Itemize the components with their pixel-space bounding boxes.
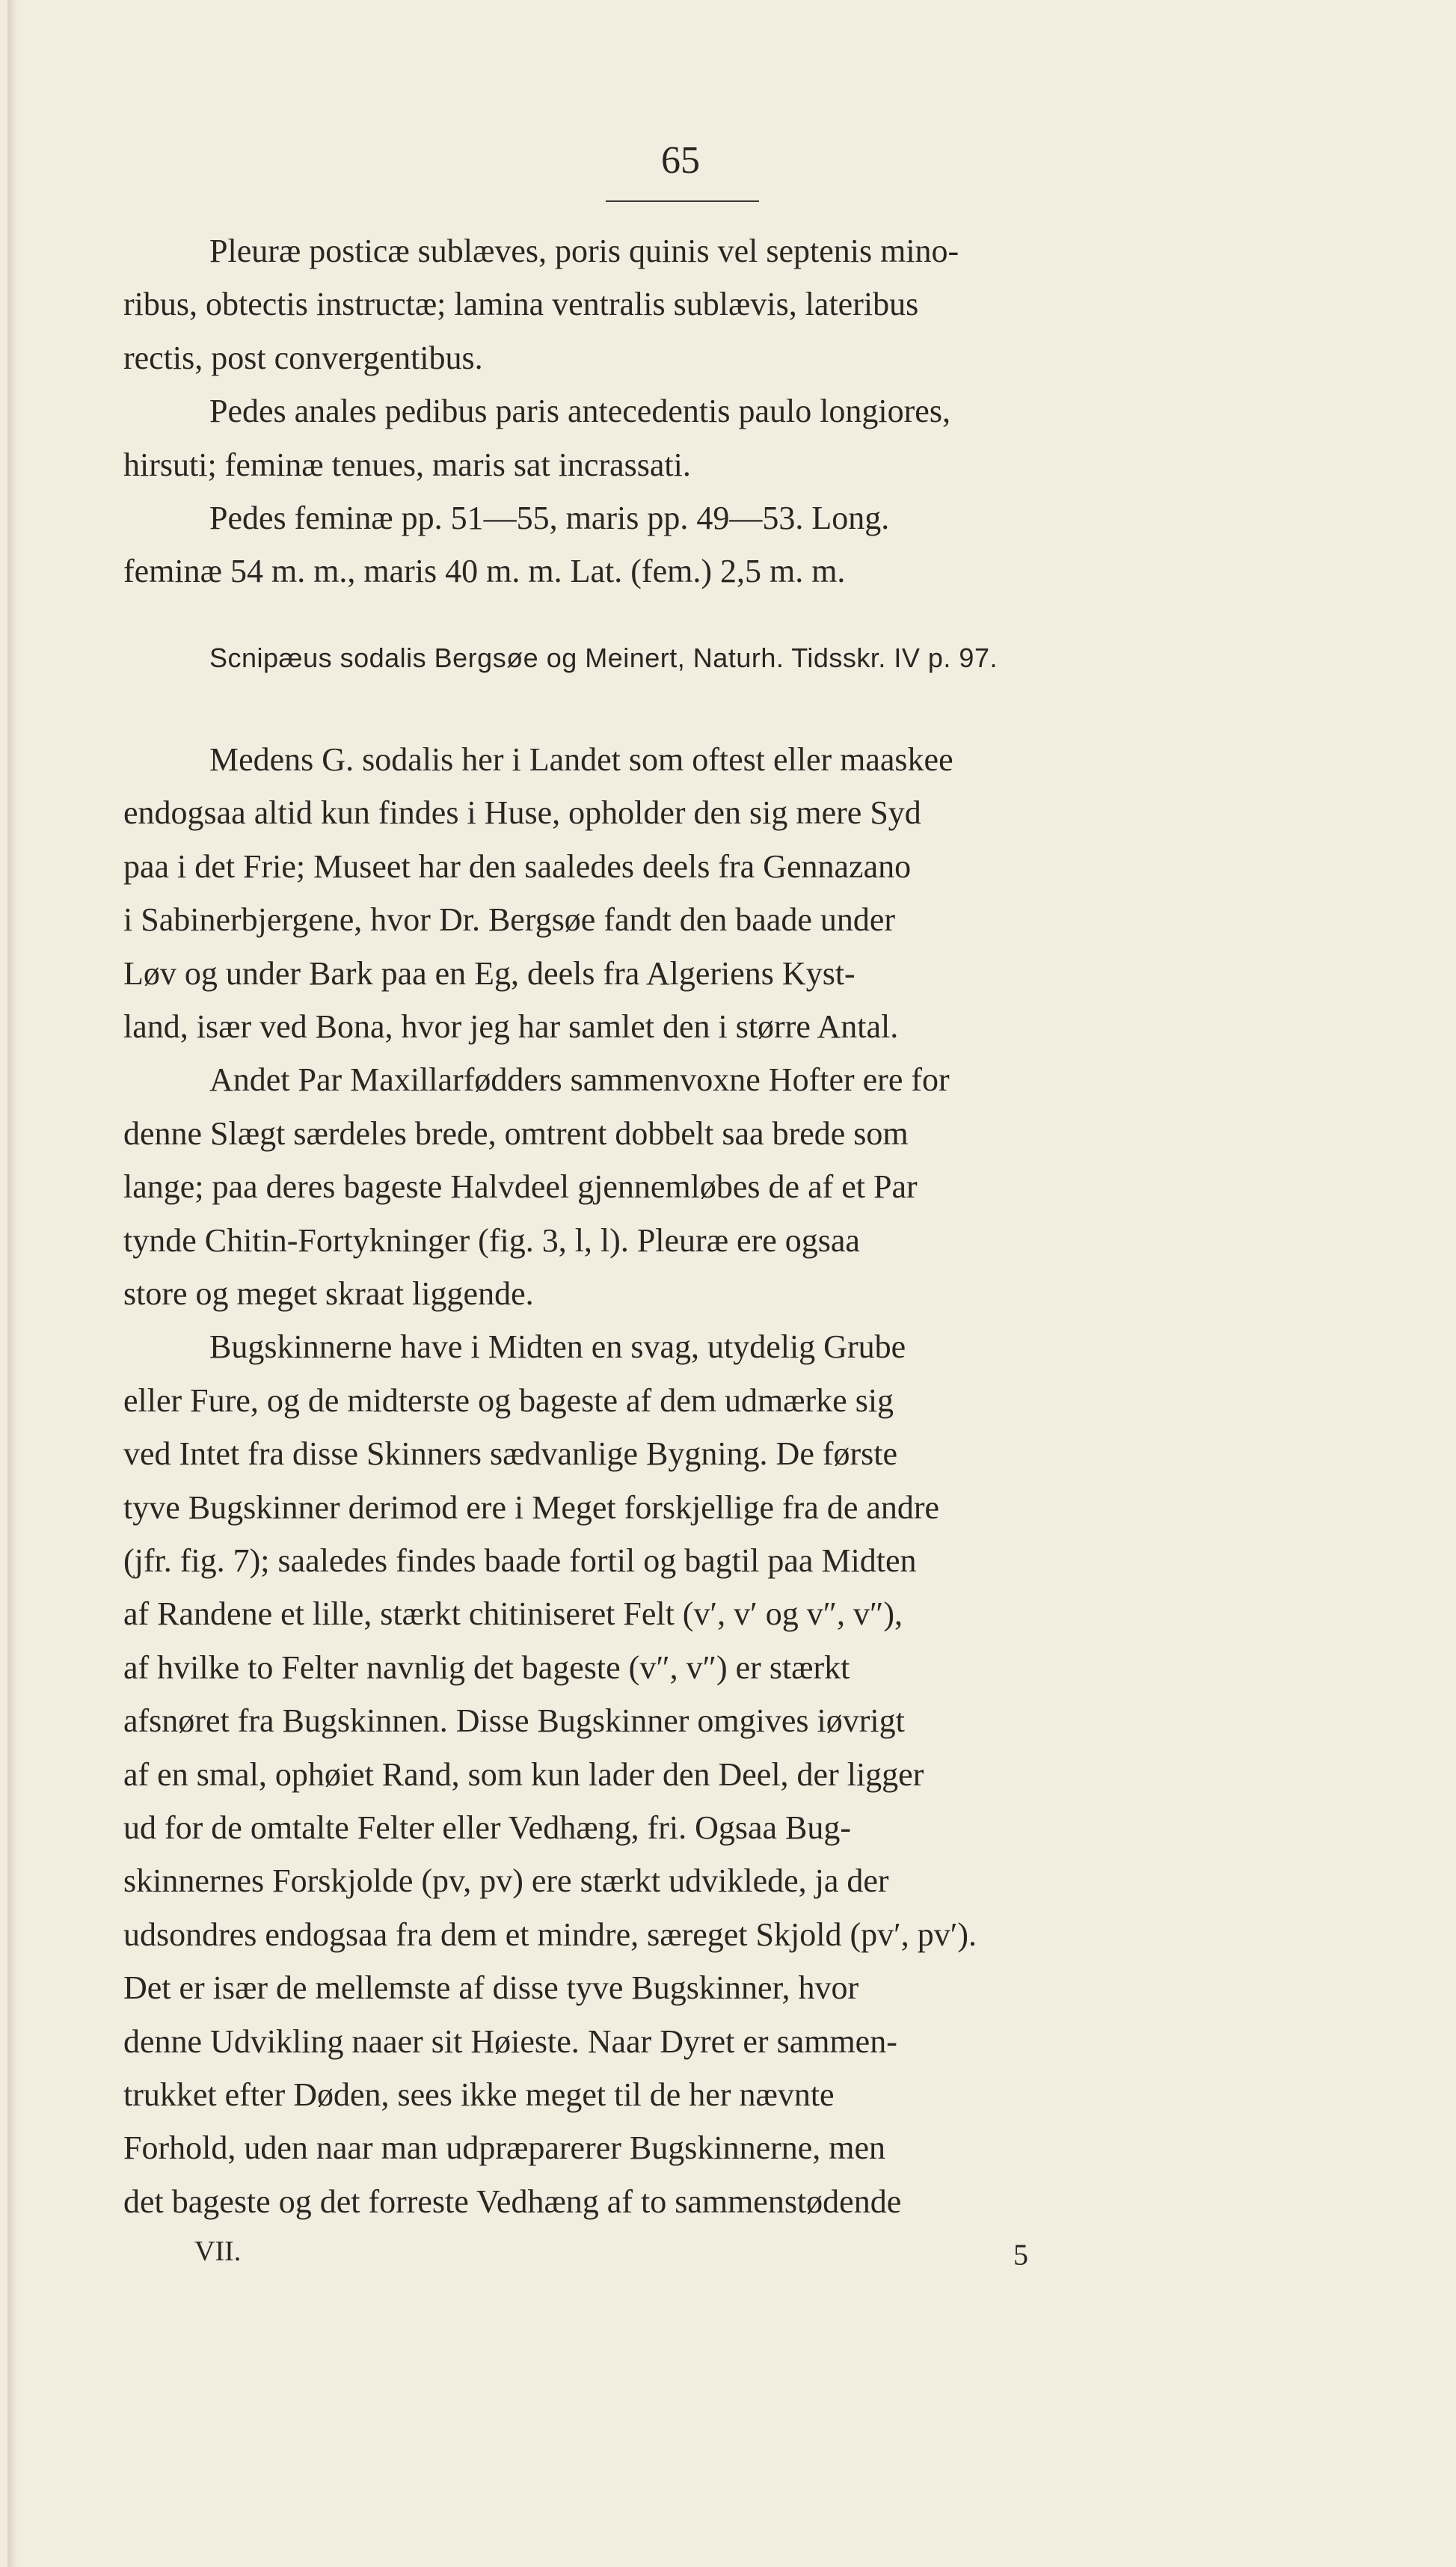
text-line: ved Intet fra disse Skinners sædvanlige Bygning. De første <box>123 1435 898 1473</box>
page-edge-shadow <box>7 0 18 2567</box>
text-line: Pleuræ posticæ sublæves, poris quinis vel septenis mino- <box>209 233 959 269</box>
text-line: eller Fure, og de midterste og bageste af dem udmærke sig <box>123 1381 894 1419</box>
text-line: afsnøret fra Bugskinnen. Disse Bugskinner omgives iøvrigt <box>123 1702 905 1740</box>
text-line: (jfr. fig. 7); saaledes findes baade fortil og bagtil paa Midten <box>123 1542 917 1580</box>
text-line: i Sabinerbjergene, hvor Dr. Bergsøe fandt den baade under <box>123 901 896 939</box>
body-paragraph-1 <box>123 733 1249 1053</box>
text-line: Medens G. sodalis her i Landet som oftest eller maaskee <box>209 741 953 778</box>
text-line: denne Udvikling naaer sit Høieste. Naar Dyret er sammen- <box>123 2022 897 2060</box>
text-line: af hvilke to Felter navnlig det bageste (v″, v″) er stærkt <box>123 1649 850 1686</box>
text-line: Det er især de mellemste af disse tyve Bugskinner, hvor <box>123 1969 859 2007</box>
text-line: land, især ved Bona, hvor jeg har samlet den i større Antal. <box>123 1008 899 1046</box>
volume-mark: VII. <box>194 2236 242 2267</box>
text-line: Pedes feminæ pp. 51—55, maris pp. 49—53. Long. <box>209 500 890 537</box>
text-line: af Randene et lille, stærkt chitiniseret Felt (v′, v′ og v″, v″), <box>123 1595 903 1633</box>
text-line: skinnernes Forskjolde (pv, pv) ere stærkt udviklede, ja der <box>123 1862 889 1900</box>
body-paragraph-3 <box>123 1320 1249 2228</box>
text-line: denne Slægt særdeles brede, omtrent dobbelt saa brede som <box>123 1114 909 1152</box>
body-paragraph-2 <box>123 1053 1249 1320</box>
synonym-citation: Scnipæus sodalis Bergsøe og Meinert, Naturh. Tidsskr. IV p. 97. <box>209 642 998 673</box>
text-line: feminæ 54 m. m., maris 40 m. m. Lat. (fem.) 2,5 m. m. <box>123 553 846 590</box>
text-line: ud for de omtalte Felter eller Vedhæng, fri. Ogsaa Bug- <box>123 1809 852 1847</box>
text-line: hirsuti; feminæ tenues, maris sat incrassati. <box>123 446 691 483</box>
text-line: store og meget skraat liggende. <box>123 1275 534 1313</box>
text-line: udsondres endogsaa fra dem et mindre, særeget Skjold (pv′, pv′). <box>123 1916 977 1953</box>
text-line: Pedes anales pedibus paris antecedentis paulo longiores, <box>209 393 950 430</box>
page-number: 65 <box>661 139 700 182</box>
text-line: endogsaa altid kun findes i Huse, opholder den sig mere Syd <box>123 794 921 832</box>
text-line: Forhold, uden naar man udpræparerer Bugskinnerne, men <box>123 2129 886 2167</box>
text-line: det bageste og det forreste Vedhæng af to sammenstødende <box>123 2183 902 2220</box>
text-line: tyve Bugskinner derimod ere i Meget forskjellige fra de andre <box>123 1488 940 1526</box>
text-line: rectis, post convergentibus. <box>123 339 483 376</box>
signature-number: 5 <box>1013 2238 1028 2272</box>
text-line: trukket efter Døden, sees ikke meget til de her nævnte <box>123 2076 835 2114</box>
header-rule <box>606 200 759 202</box>
text-line: paa i det Frie; Museet har den saaledes deels fra Gennazano <box>123 847 912 885</box>
text-line: tynde Chitin-Fortykninger (fig. 3, l, l). Pleuræ ere ogsaa <box>123 1221 860 1259</box>
text-line: lange; paa deres bageste Halvdeel gjennemløbes de af et Par <box>123 1168 918 1206</box>
text-line: af en smal, ophøiet Rand, som kun lader den Deel, der ligger <box>123 1755 924 1793</box>
text-line: Løv og under Bark paa en Eg, deels fra Algeriens Kyst- <box>123 954 856 992</box>
species-description <box>123 224 1249 598</box>
text-line: ribus, obtectis instructæ; lamina ventralis sublævis, lateribus <box>123 286 919 323</box>
text-line: Bugskinnerne have i Midten en svag, utydelig Grube <box>209 1328 906 1366</box>
text-line: Andet Par Maxillarfødders sammenvoxne Hofter ere for <box>209 1061 950 1099</box>
